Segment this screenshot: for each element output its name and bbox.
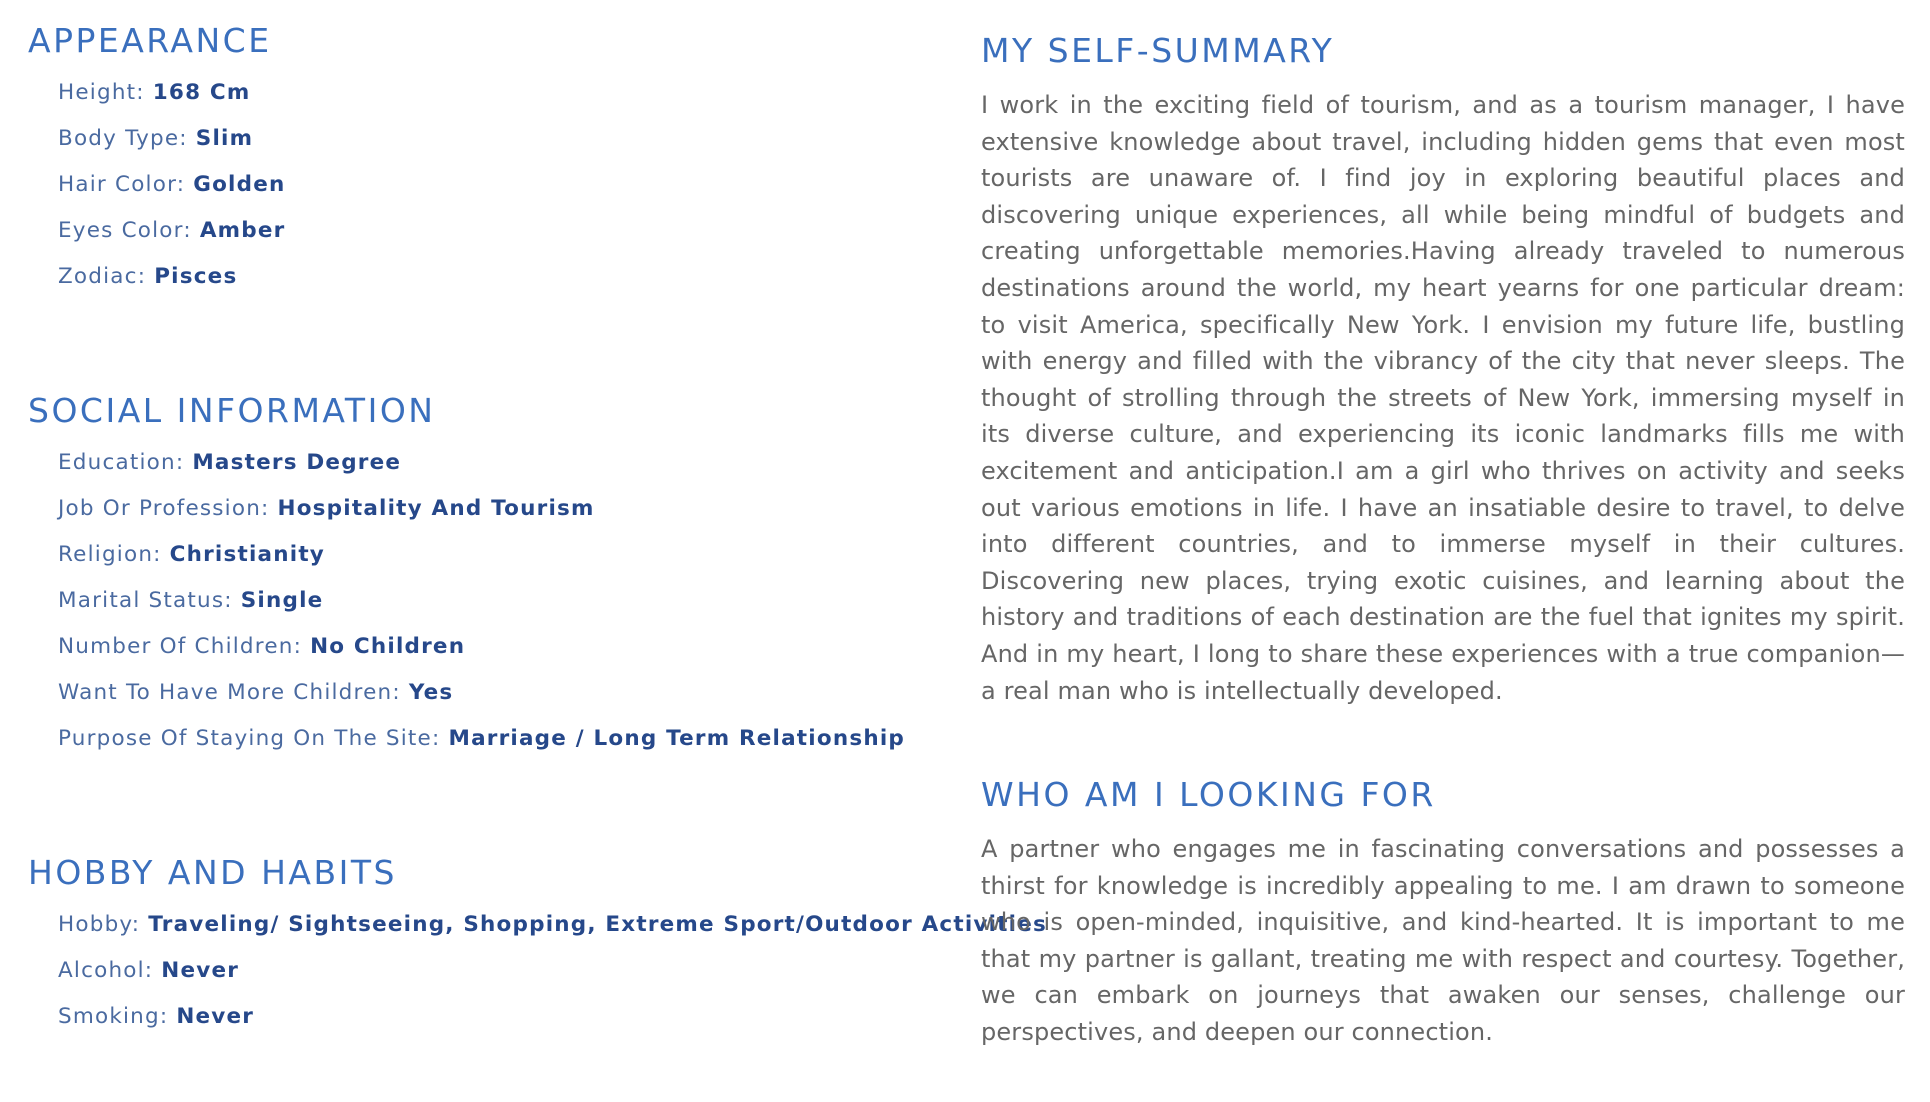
attribute-value: Masters Degree	[192, 450, 402, 475]
attribute-label: Height:	[58, 80, 153, 105]
looking-for-text: A partner who engages me in fascinating conversations and possesses a thirst for knowledge is incredibly appealing to me. I am drawn to someone who is open-minded, inquisitive, and kind-hearted. It is important to me that my partner is gallant, treating me with respect and courtesy. Together, we can embark on journeys that awaken our senses, challenge our perspectives, and deepen our connection.	[981, 835, 1905, 1046]
attribute-value: Hospitality And Tourism	[277, 496, 595, 521]
attribute-value: Slim	[195, 126, 254, 151]
social-information-heading: SOCIAL INFORMATION	[28, 391, 436, 430]
attribute-label: Alcohol:	[58, 958, 162, 983]
attribute-alcohol	[28, 948, 1047, 994]
attribute-value: Amber	[199, 218, 286, 243]
attribute-hobby	[28, 902, 1047, 948]
attribute-label: Body Type:	[58, 126, 196, 151]
attribute-value: Marriage / Long Term Relationship	[448, 726, 905, 751]
attribute-label: Number Of Children:	[58, 634, 311, 659]
attribute-value: Never	[176, 1004, 255, 1029]
attribute-eyes-color	[28, 208, 286, 254]
attribute-number-of-children	[28, 624, 905, 670]
social-information-section	[28, 388, 905, 762]
self-summary-section	[981, 28, 1905, 709]
attribute-label: Hair Color:	[58, 172, 194, 197]
attribute-hair-color	[28, 162, 286, 208]
attribute-label: Want To Have More Children:	[58, 680, 409, 705]
attribute-label: Hobby:	[58, 912, 149, 937]
hobby-and-habits-list	[28, 902, 1047, 1040]
attribute-value: Never	[161, 958, 240, 983]
attribute-label: Smoking:	[58, 1004, 177, 1029]
attribute-want-more-children	[28, 670, 905, 716]
attribute-value: Christianity	[169, 542, 326, 567]
hobby-and-habits-heading: HOBBY AND HABITS	[28, 853, 397, 892]
attribute-label: Job Or Profession:	[58, 496, 278, 521]
attribute-label: Marital Status:	[58, 588, 241, 613]
attribute-value: Golden	[193, 172, 286, 197]
attribute-marital-status	[28, 578, 905, 624]
attribute-label: Education:	[58, 450, 193, 475]
attribute-purpose	[28, 716, 905, 762]
self-summary-heading: MY SELF-SUMMARY	[981, 31, 1335, 70]
appearance-list	[28, 70, 286, 300]
attribute-smoking	[28, 994, 1047, 1040]
attribute-label: Religion:	[58, 542, 170, 567]
attribute-value: Yes	[408, 680, 454, 705]
attribute-label: Eyes Color:	[58, 218, 200, 243]
looking-for-heading: WHO AM I LOOKING FOR	[981, 775, 1436, 814]
self-summary-text: I work in the exciting field of tourism, and as a tourism manager, I have extensive knowledge about travel, including hidden gems that even most tourists are unaware of. I find joy in exploring beautiful places and discovering unique experiences, all while being mindful of budgets and creating unforgettable memories.Having already traveled to numerous destinations around the world, my heart yearns for one particular dream: to visit America, specifically New York. I envision my future life, bustling with energy and filled with the vibrancy of the city that never sleeps. The thought of strolling through the streets of New York, immersing myself in its diverse culture, and experiencing its iconic landmarks fills me with excitement and anticipation.I am a girl who thrives on activity and seeks out various emotions in life. I have an insatiable desire to travel, to delve into different countries, and to immerse myself in their cultures. Discovering new places, trying exotic cuisines, and learning about the history and traditions of each destination are the fuel that ignites my spirit. And in my heart, I long to share these experiences with a true companion—a real man who is intellectually developed.	[981, 91, 1905, 705]
appearance-heading: APPEARANCE	[28, 21, 272, 60]
social-information-list	[28, 440, 905, 762]
attribute-value: No Children	[310, 634, 466, 659]
attribute-label: Purpose Of Staying On The Site:	[58, 726, 449, 751]
hobby-and-habits-section	[28, 850, 1047, 1040]
attribute-value: Single	[240, 588, 324, 613]
attribute-zodiac	[28, 254, 286, 300]
attribute-label: Zodiac:	[58, 264, 155, 289]
attribute-religion	[28, 532, 905, 578]
attribute-height	[28, 70, 286, 116]
attribute-value: Pisces	[154, 264, 238, 289]
appearance-section	[28, 18, 286, 300]
attribute-value: 168 Cm	[152, 80, 251, 105]
attribute-job	[28, 486, 905, 532]
looking-for-section	[981, 772, 1905, 1051]
attribute-body-type	[28, 116, 286, 162]
attribute-education	[28, 440, 905, 486]
attribute-value: Traveling/ Sightseeing, Shopping, Extreme Sport/Outdoor Activities	[148, 912, 1048, 937]
